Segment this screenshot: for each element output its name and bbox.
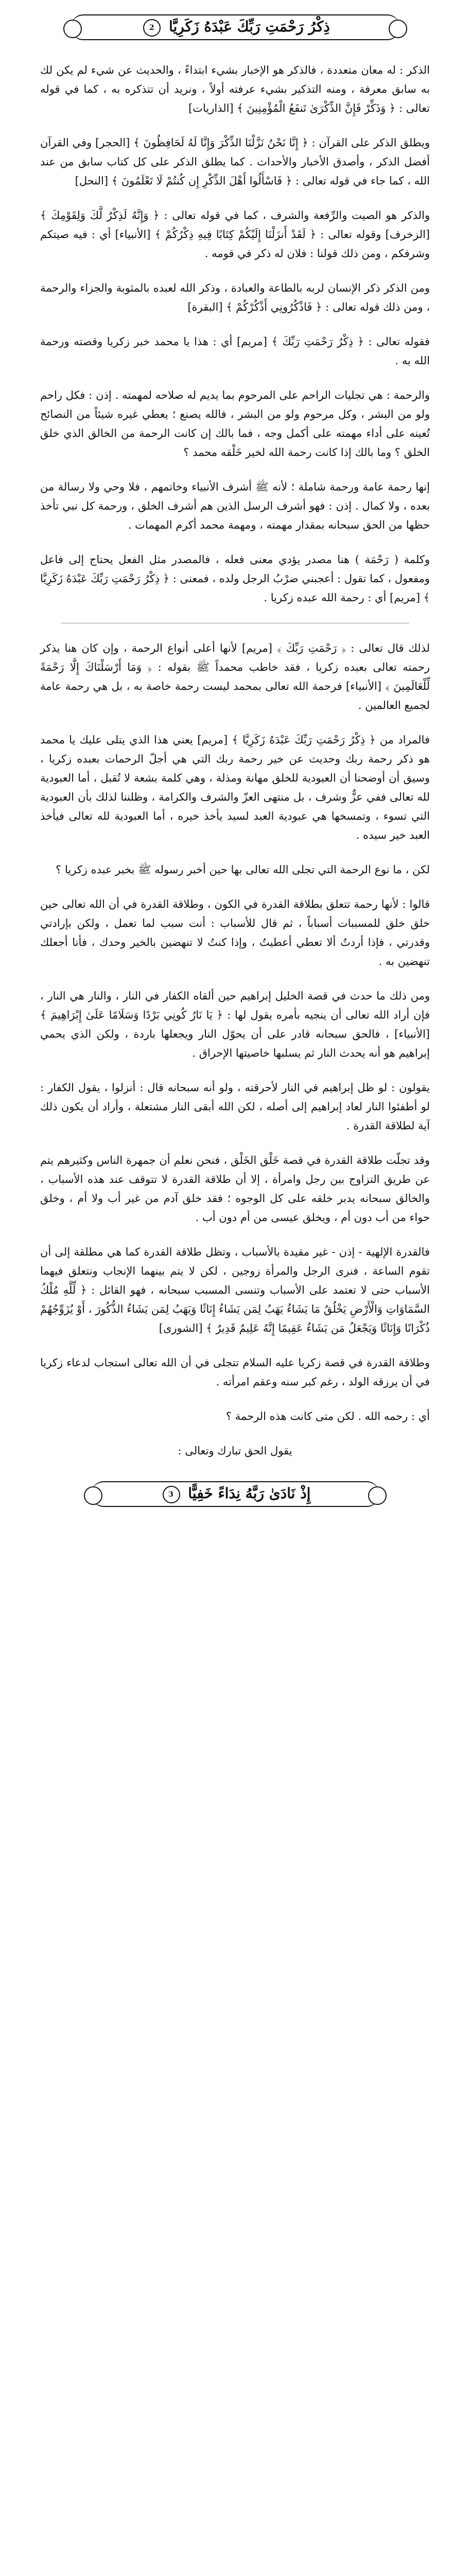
paragraph: يقولون : لو ظل إبراهيم في النار لأحرقته ، ولو أنه سبحانه قال : أنزلوا ، يقول الكفار : لو أطفئوا النار لعاد إبراهيم إلى أصله ، لكن الله أبقى النار مشتعلة ، وأراد أن يكون ذلك آية لطلاقة القدرة . (40, 1081, 430, 1132)
paragraph: فقوله تعالى : ﴿ ذِكْرُ رَحْمَتِ رَبِّكَ ﴾ [مريم] أي : هذا يا محمد خبر زكريا وقصته ورحمة الله به . (40, 335, 430, 367)
banner-verse-text (160, 1485, 311, 1503)
paragraph: وكلمة ( رَحْمَة ) هنا مصدر يؤدي معنى فعله ، فالمصدر مثل الفعل يحتاج إلى فاعل ومفعول ، كما تقول : أعجبني ضرْبُ الرجل ولده ، فمعنى : ﴿ ذِكْرُ رَحْمَتِ رَبِّكَ عَبْدَهُ زَكَرِيَّا ﴾ [مريم] أي : رحمة الله عبده زكريا . (40, 553, 430, 604)
verse-banner (71, 14, 400, 40)
next-verse-banner (91, 1481, 379, 1507)
paragraph: ومن الذكر ذكر الإنسان لربه بالطاعة والعبادة ، وذكر الله لعبده بالمثوبة والجزاء والرحمة ، ومن ذلك قوله تعالى : ﴿ فَاذْكُرُونِي أَذْكُرْكُمْ ﴾ [البقرة] (40, 282, 430, 313)
paragraph: لكن ، ما نوع الرحمة التي تجلى الله تعالى بها حين أخبر رسوله ﷺ بخبر عبده زكريا ؟ (56, 863, 430, 876)
paragraph: إنها رحمة عامة ورحمة شاملة ؛ لأنه ﷺ أشرف الأنبياء وخاتمهم ، فلا وحي ولا رسالة من بعده ، ولا كمال . إذن : فهو أشرف الرسل الذين هم أشرف الخلق ، ورحمة كل نبي تأخذ حظها من الحق سبحانه بمقدار مهمته ، ومهمة محمد أكرم المهمات . (40, 481, 430, 531)
paragraph: لذلك قال تعالى : ﴿ رَحْمَتِ رَبِّكَ ﴾ [مريم] لأنها أعلى أنواع الرحمة ، وإن كان هنا يذكر رحمته تعالى بعبده زكريا ، فقد خاطب محمداً ﷺ بقوله : ﴿ وَمَا أَرْسَلْنَاكَ إِلَّا رَحْمَةً لِّلْعَالَمِينَ ﴾ [الأنبياء] فرحمة الله تعالى بمحمد ليست رحمة خاصة به ، بل هي رحمة عامة لجميع العالمين . (40, 642, 430, 711)
paragraph: فالمراد من ﴿ ذِكْرُ رَحْمَتِ رَبِّكَ عَبْدَهُ زَكَرِيَّا ﴾ [مريم] يعني هذا الذي يتلى عليك يا محمد هو ذكر رحمة ربك وحديث عن خير رحمة ربك التي هي أجلّ الرحمات بعبده زكريا ، وسيق أن أوضحنا أن العبودية للخلق مهانة ومذلة ، وهي كلمة بشعة لا تُقبل ، أما العبودية لله تعالى ففي عزٌّ وشرف ، بل منتهى العزّ والشرف والكرامة ، وظلننا لذلك بأن العبودية التي تسوء ، وتمسخها هي عبودية العبد لسيد يأخذ خيره ، أما العبودية لله تعالى فيأخذ العبد خير سيده . (40, 734, 430, 841)
paragraph: أي : رحمه الله . لكن متى كانت هذه الرحمة ؟ (225, 1410, 430, 1422)
body-text (40, 61, 430, 1426)
closing-lead-in: يقول الحق تبارك وتعالى : (178, 1445, 292, 1457)
paragraph: قالوا : لأنها رحمة تتعلق بطلاقة القدرة في الكون ، وطلاقة القدرة في أن الله تعالى حين خلق خلق للمسببات أسباباً ، ثم قال للأسباب : أنت سبب لما تعمل ، ولكن بإرادتي وقدرتي ، فإذا أردتُ ألا تعطي أعطيتُ ، وإذا كنتُ لا تنهضين بالخير وحدك ، فأنا أجعلك تنهضين به . (40, 898, 430, 968)
paragraph: وطلاقة القدرة في قصة زكريا عليه السلام تتجلى في أن الله تعالى استجاب لدعاء زكريا في أن يرزقه الولد ، رغم كبر سنه وعقم امرأته . (40, 1357, 430, 1388)
ayah-number-badge: 3 (163, 1486, 180, 1503)
footer-banner-verse: إِذْ نَادَىٰ رَبَّهُ نِدَاءً خَفِيًّا (188, 1485, 311, 1502)
banner-verse: ذِكْرُ رَحْمَتِ رَبِّكَ عَبْدَهُ زَكَرِيَّا (168, 18, 330, 36)
paragraph: وقد تجلّت طلاقة القدرة في قصة خَلْق الخَلْق ، فنحن نعلم أن جمهرة الناس وكثيرهم يتم عن طريق التزاوج بين رجل وامرأة ، إلا أن طلاقة القدرة لا تتوقف عند هذه الأسباب ، والخالق سبحانه يدبر خلقه على كل الوجوه ؛ فقد خلق آدم من غير أب ولا أم ، وخلق حواء من أب دون أم ، ويخلق عيسى من أم دون أب . (40, 1154, 430, 1224)
paragraph: والذكر هو الصيت والرِّفعة والشرف ، كما في قوله تعالى : ﴿ وَإِنَّهُ لَذِكْرٌ لَّكَ وَلِقَوْمِكَ ﴾ [الزخرف] وقوله تعالى : ﴿ لَقَدْ أَنزَلْنَا إِلَيْكُمْ كِتَابًا فِيهِ ذِكْرُكُمْ ﴾ [الأنبياء] أي : فيه صيتكم وشرفكم ، ومن ذلك قولنا : فلان له ذكر في قومه . (40, 209, 430, 260)
paragraph: ومن ذلك ما حدث في قصة الخليل إبراهيم حين ألقاه الكفار في النار ، والنار هي النار ، فإن أراد الله تعالى أن ينجيه بأمره يقول لها : ﴿ يَا نَارُ كُونِي بَرْدًا وَسَلَامًا عَلَىٰ إِبْرَاهِيمَ ﴾ [الأنبياء] ، فالحق سبحانه قادر على أن يحوّل النار ويجعلها باردة ، ولكن الذي يحمي إبراهيم هو أنه يحدث النار ثم يسلبها خاصيتها الإحراق . (40, 990, 430, 1059)
paragraph: ويطلق الذكر على القرآن : ﴿ إِنَّا نَحْنُ نَزَّلْنَا الذِّكْرَ وَإِنَّا لَهُ لَحَافِظُونَ ﴾ [الحجر] وفي القرآن أفضل الذكر ، وأصدق الأخبار والأحداث . كما يطلق الذكر على كل كتاب سابق من عند الله ، كما جاء في قوله تعالى : ﴿ فَاسْأَلُوا أَهْلَ الذِّكْرِ إِن كُنتُمْ لَا تَعْلَمُونَ ﴾ [النحل] (40, 137, 430, 187)
paragraph: فالقدرة الإلهية - إذن - غير مقيدة بالأسباب ، وتظل طلاقة القدرة كما هي مطلقة إلى أن تقوم الساعة ، فنرى الرجل والمرأة زوجين ، لكن لا يتم بينهما الإنجاب ونتعلق فيهما الأسباب حتى لا تعتمد على الأسباب وتنسى المسبب سبحانه ، فهو القائل : ﴿ لِّلَّهِ مُلْكُ السَّمَاوَاتِ وَالْأَرْضِ يَخْلُقُ مَا يَشَاءُ يَهَبُ لِمَن يَشَاءُ إِنَاثًا وَيَهَبُ لِمَن يَشَاءُ الذُّكُورَ ، أَوْ يُزَوِّجُهُمْ ذُكْرَانًا وَإِنَاثًا وَيَجْعَلُ مَن يَشَاءُ عَقِيمًا إِنَّهُ عَلِيمٌ قَدِيرٌ ﴾ [الشورى] (40, 1246, 430, 1334)
ayah-number-badge: 2 (143, 19, 161, 37)
paragraph: والرحمة : هي تجليات الراحم على المرحوم بما يديم له صلاحه لمهمته . إذن : فكل راحم ولو من البشر ، وكل مرحوم ولو من البشر ، فالله يصنع ؛ يعطي غيره شيئاً من النصائح تُعينه على أداء مهمته على أكمل وجه ، فما بالك إن كانت الرحمة من الخالق الذي خلق الخلق ؟ وما بالك إذا كانت رحمة الله لخير خَلْقه محمد ؟ (40, 389, 430, 459)
paragraph: الذكر : له معان متعددة ، فالذكر هو الإخبار بشيء ابتداءً ، والحديث عن شيء لم يكن لك به سابق معرفة ، ومنه التذكير بشيء عرفته أولاً ، ونريد أن تتذكره به ، كما في قوله تعالى : ﴿ وَذَكِّرْ فَإِنَّ الذِّكْرَىٰ تَنفَعُ الْمُؤْمِنِينَ ﴾ [الذاريات] (40, 64, 430, 114)
banner-verse-text (140, 18, 330, 37)
